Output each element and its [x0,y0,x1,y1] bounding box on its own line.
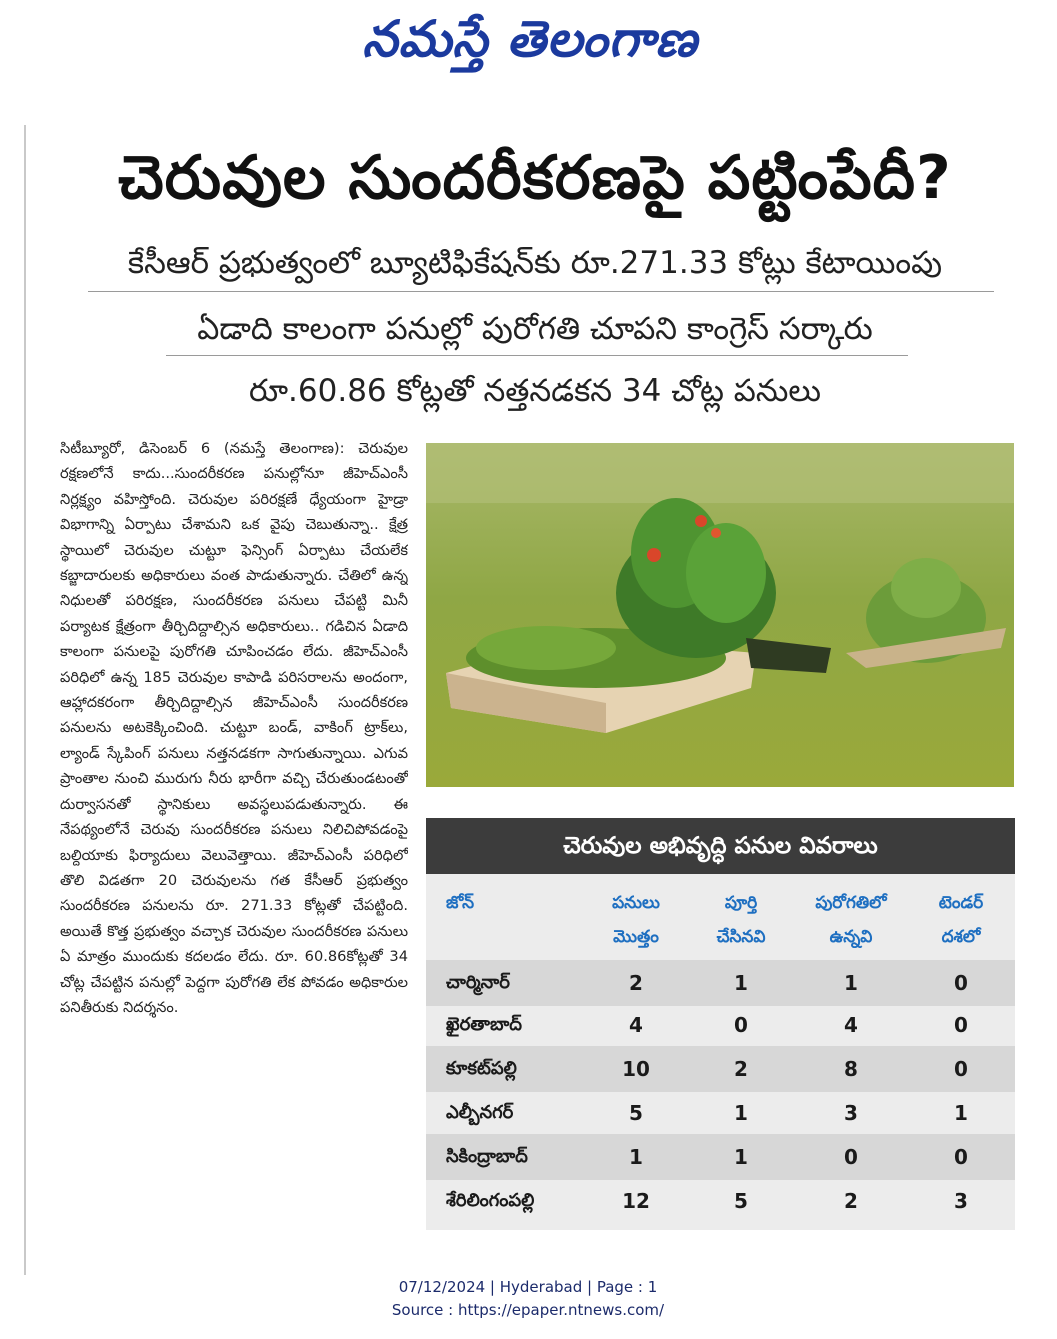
table-header-in-progress: పురోగతిలో ఉన్నవి [815,893,887,947]
works-table [426,818,1015,1230]
table-row: కూకట్‌పల్లి 10 2 8 0 [426,1046,1015,1092]
page-footer [328,1276,728,1322]
subhead-rule [166,355,908,356]
footer-source-link[interactable]: Source : https://epaper.ntnews.com/ [391,1301,665,1319]
table-row: శేరిలింగంపల్లి 12 5 2 3 [446,1189,968,1213]
subheadline-3: రూ.60.86 కోట్లతో నత్తనడకన 34 చోట్ల పనులు [248,373,822,409]
table-header-zone: జోన్ [446,893,475,913]
footer-date-line: 07/12/2024 | Hyderabad | Page : 1 [398,1278,658,1296]
article-body: సిటీబ్యూరో, డిసెంబర్ 6 (నమస్తే తెలంగాణ): చెరువుల రక్షణలోనే కాదు...సుందరీకరణ పనుల్లోనూ జీహెచ్ఎంసీ నిర్లక్ష్యం వహిస్తోంది. చెరువుల పరిరక్షణే ధ్యేయంగా హైడ్రా విభాగాన్ని ఏర్పాటు చేశామని ఒక వైపు చెబుతున్నా.. క్షేత్ర స్థాయిలో చెరువుల చుట్టూ ఫెన్సింగ్ ఏర్పాటు చేయలేక కబ్జాదారులకు అధికారులు వంత పాడుతున్నారు. చేతిలో ఉన్న నిధులతో పరిరక్షణ, సుందరీకరణ పనులు చేపట్టి మినీ పర్యాటక క్షేత్రంగా తీర్చిదిద్దాల్సిన అధికారులు.. గడిచిన ఏడాది కాలంగా పనులపై పురోగతి చూపించడం లేదు. జీహెచ్ఎంసీ పరిధిలో ఉన్న 185 చెరువుల కాపాడి పరిసరాలను అందంగా, ఆహ్లాదకరంగా తీర్చిదిద్దాల్సిన జీహెచ్ఎంసీ సుందరీకరణ పనులను అటకెక్కించింది. చుట్టూ బండ్, వాకింగ్ ట్రాక్‌లు, ల్యాండ్ స్కేపింగ్ పనులు నత్తనడకగా సాగుతున్నాయి. ఎగువ ప్రాంతాల నుంచి మురుగు నీరు భారీగా వచ్చి చేరుతుండటంతో దుర్వాసనతో స్థానికులు అవస్థలుపడుతున్నారు. ఈ నేపథ్యంలోనే చెరువు సుందరీకరణ పనులు నిలిచిపోవడంపై బల్దియాకు ఫిర్యాదులు వెలువెత్తాయి. జీహెచ్ఎంసీ పరిధిలో తొలి విడతగా 20 చెరువులను గత కేసీఆర్ ప్రభుత్వం సుందరీకరణ పనులను రూ. 271.33 కోట్లతో చేపట్టింది. అయితే కొత్త ప్రభుత్వం వచ్చాక చెరువుల సుందరీకరణ పనులు ఏ మాత్రం ముందుకు కదలడం లేదు. రూ. 60.86కోట్లతో 34 చోట్ల చేపట్టిన పనుల్లో పెద్దగా పురోగతి లేక పోవడం అధికారుల పనితీరుకు నిదర్శనం. [60,440,408,1016]
table-row: ఎల్బీనగర్ 5 1 3 1 [446,1101,968,1125]
masthead-logo: నమస్తే తెలంగాణ [362,10,698,68]
table-header-completed: పూర్తి చేసినవి [716,893,766,947]
table-title: చెరువుల అభివృద్ధి పనుల వివరాలు [426,818,1015,874]
column-divider [24,125,26,1275]
table-header-tender: టెండర్ దశలో [938,893,984,947]
subhead-rule [88,291,994,292]
table-row: చార్మినార్ 2 1 1 0 [426,960,1015,1006]
table-header-total: పనులు మొత్తం [612,893,660,947]
subheadline-2: ఏడాది కాలంగా పనుల్లో పురోగతి చూపని కాంగ్రెస్ సర్కారు [197,311,873,347]
headline: చెరువుల సుందరీకరణపై పట్టింపేదీ? [118,143,952,213]
subheadline-1: కేసీఆర్ ప్రభుత్వంలో బ్యూటిఫికేషన్‌కు రూ.271.33 కోట్లు కేటాయింపు [127,245,943,281]
table-row: సికింద్రాబాద్ 1 1 0 0 [426,1134,1015,1180]
table-row: ఖైరతాబాద్ 4 0 4 0 [446,1013,968,1037]
lake-photo [426,443,1014,787]
